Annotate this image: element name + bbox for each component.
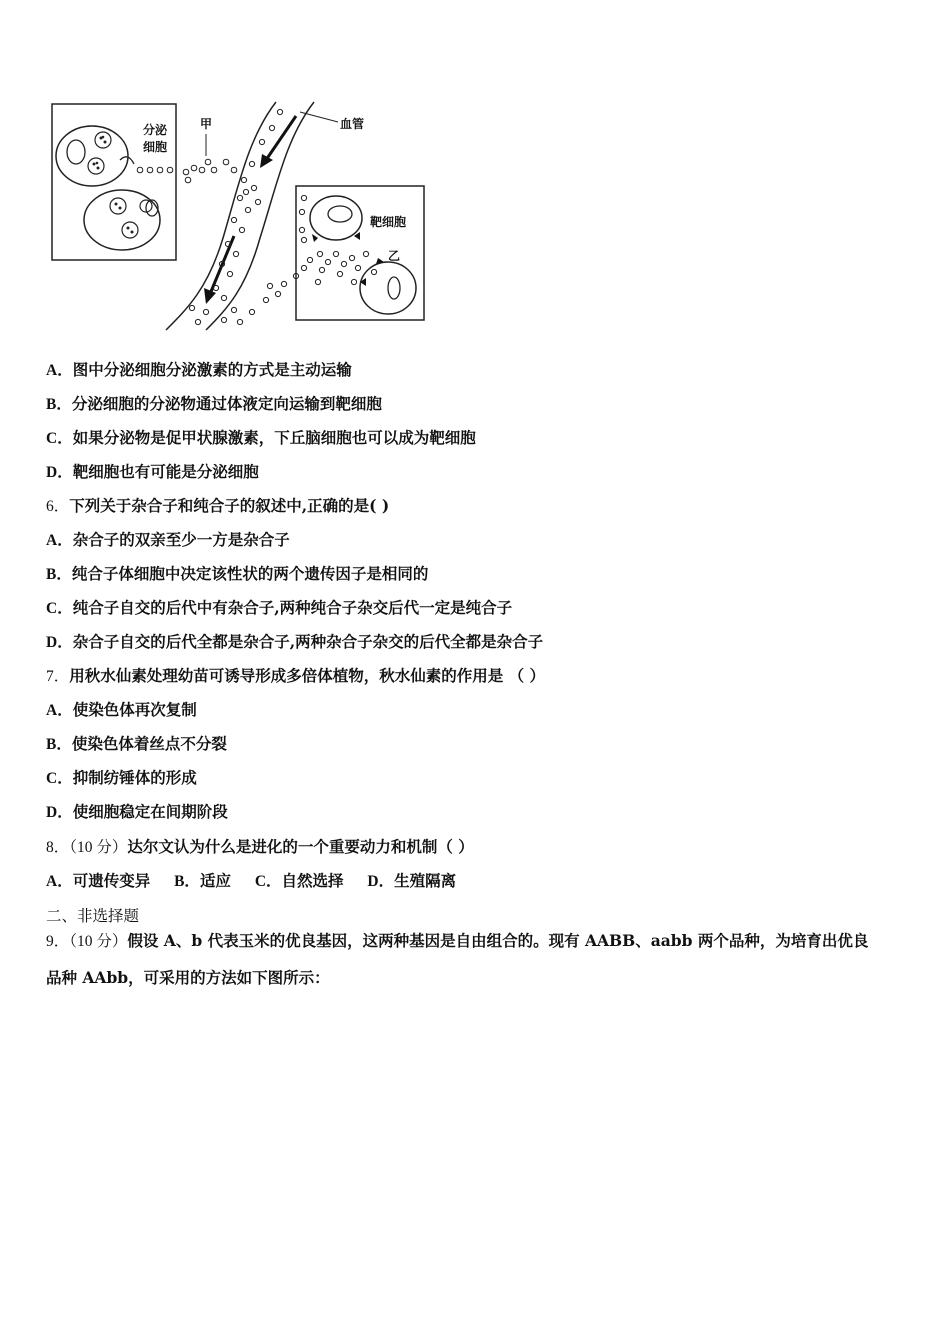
q6-option-d: D．杂合子自交的后代全都是杂合子,两种杂合子杂交的后代全都是杂合子 — [46, 632, 544, 651]
blood-vessel-wall-left — [166, 102, 276, 330]
q7-option-d: D．使细胞稳定在间期阶段 — [46, 802, 228, 821]
label-yi: 乙 — [388, 249, 401, 263]
q7-option-b: B．使染色体着丝点不分裂 — [46, 734, 227, 753]
q9-line-2: 品种 AAbb，可采用的方法如下图所示： — [46, 968, 330, 987]
q6-option-a: A．杂合子的双亲至少一方是杂合子 — [46, 530, 290, 549]
secretory-cell-label-1: 分泌 — [143, 123, 168, 137]
target-cell-upper — [310, 196, 362, 240]
q5-option-b: B．分泌细胞的分泌物通过体液定向运输到靶细胞 — [46, 394, 382, 413]
q6-option-c: C．纯合子自交的后代中有杂合子,两种纯合子杂交后代一定是纯合子 — [46, 598, 513, 617]
q5-option-d: D．靶细胞也有可能是分泌细胞 — [46, 462, 259, 481]
label-vessel: 血管 — [340, 117, 365, 131]
q7-option-c: C．抑制纺锤体的形成 — [46, 768, 197, 787]
q5-option-c: C．如果分泌物是促甲状腺激素，下丘脑细胞也可以成为靶细胞 — [46, 428, 476, 447]
q9-line-1: 9．（10 分）假设 A、b 代表玉米的优良基因，这两种基因是自由组合的。现有 AABB、aabb 两个品种，为培育出优良 — [46, 931, 869, 950]
q6-stem: 6．下列关于杂合子和纯合子的叙述中,正确的是( ) — [46, 496, 390, 515]
secretory-cell-label-2: 细胞 — [143, 140, 168, 154]
target-cell-box — [296, 186, 424, 320]
q6-option-b: B．纯合子体细胞中决定该性状的两个遗传因子是相同的 — [46, 564, 429, 583]
secretory-cell-upper — [56, 126, 128, 186]
label-jia: 甲 — [200, 117, 213, 131]
section-heading: 二、非选择题 — [46, 907, 140, 925]
hormone-particles — [137, 159, 237, 183]
q5-option-a: A．图中分泌细胞分泌激素的方式是主动运输 — [46, 360, 352, 379]
q8-options: A．可遗传变异 B．适应 C．自然选择 D．生殖隔离 — [46, 871, 457, 890]
hormone-transport-figure — [48, 98, 428, 334]
q7-option-a: A．使染色体再次复制 — [46, 700, 197, 719]
q8-stem: 8．（10 分）达尔文认为什么是进化的一个重要动力和机制（ ） — [46, 837, 474, 856]
q7-stem: 7．用秋水仙素处理幼苗可诱导形成多倍体植物，秋水仙素的作用是 （ ） — [46, 666, 546, 685]
target-cell-label: 靶细胞 — [370, 215, 407, 229]
